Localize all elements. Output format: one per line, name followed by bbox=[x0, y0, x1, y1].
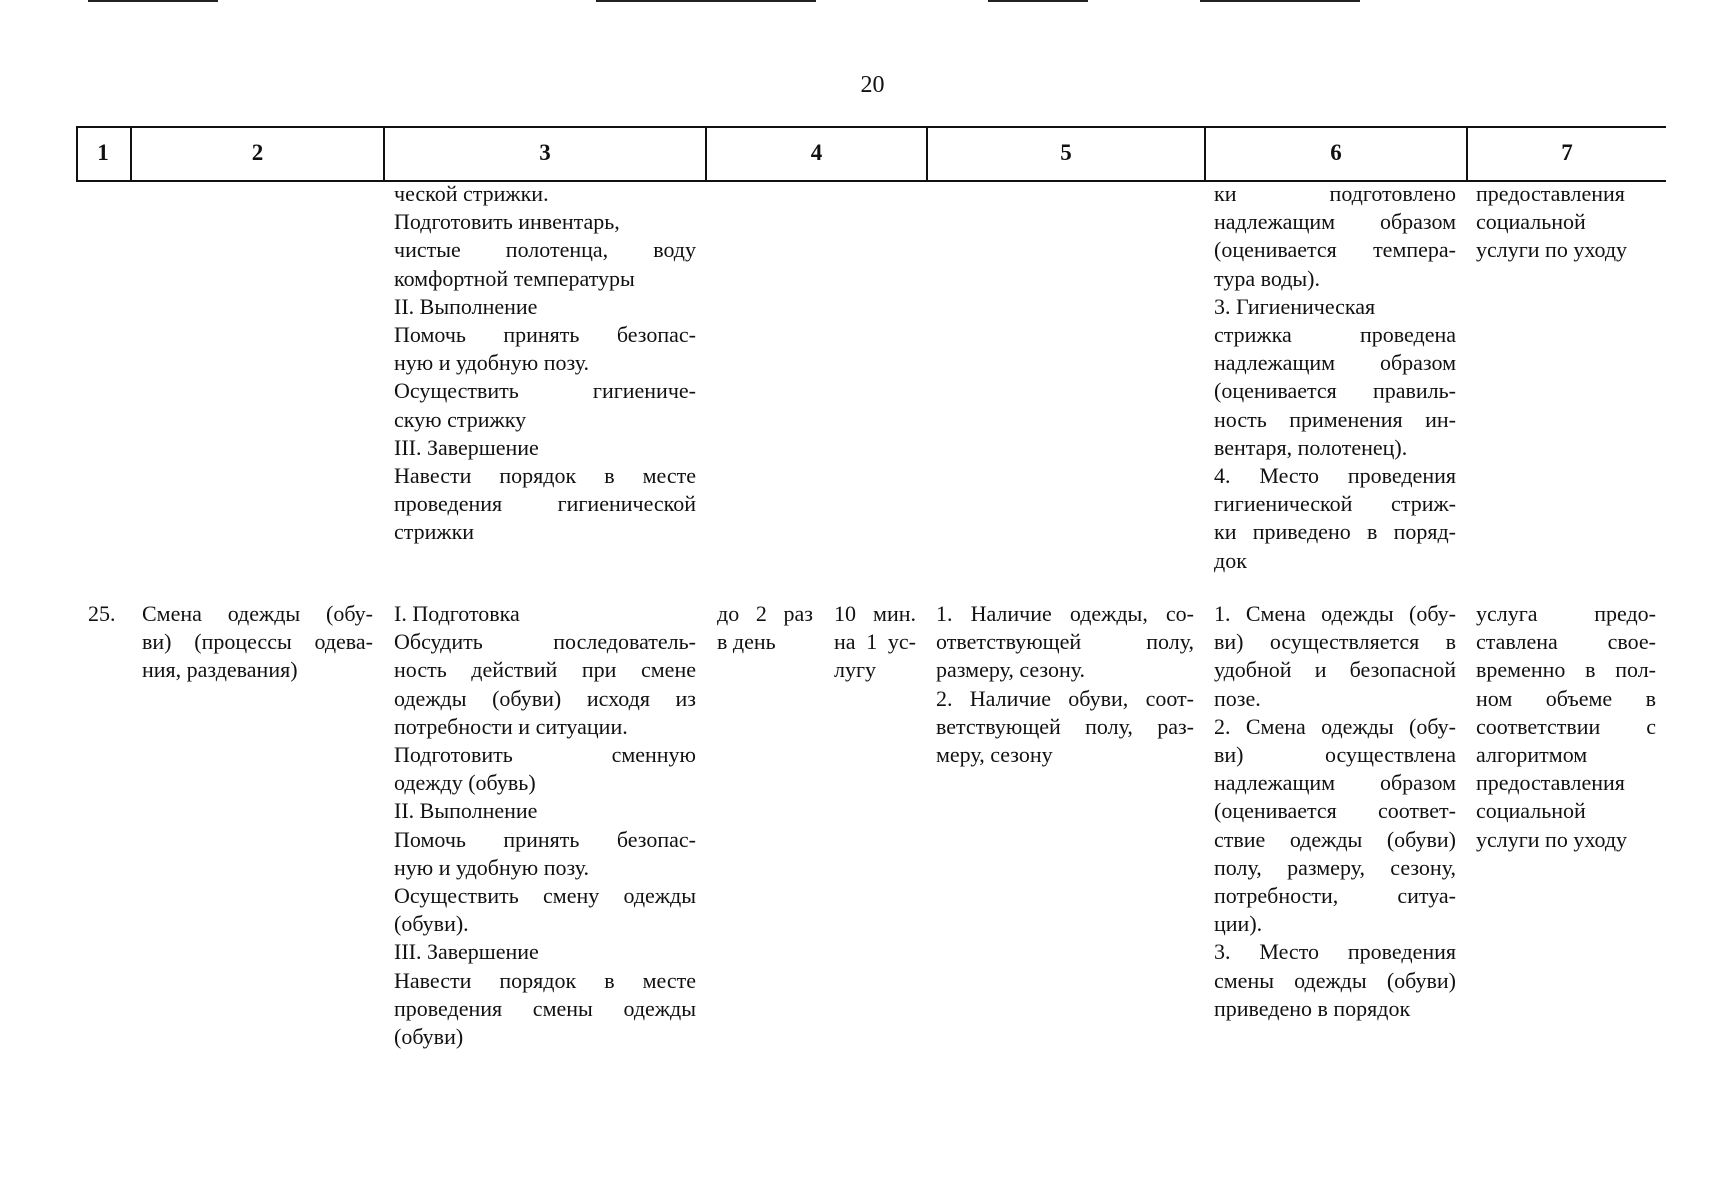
text-line: проведения смены одежды bbox=[394, 995, 696, 1021]
text-line: ставлена свое- bbox=[1476, 629, 1656, 655]
text-line: скую стрижку bbox=[394, 406, 527, 432]
text-line: Подготовить сменную bbox=[394, 742, 696, 768]
text-line: II. Выполнение bbox=[394, 798, 538, 824]
text-line: ческой стрижки. bbox=[394, 181, 549, 206]
text-line: меру, сезону bbox=[936, 742, 1053, 768]
text-line: ветствующей полу, раз- bbox=[936, 713, 1194, 739]
text-line: гигиенической стриж- bbox=[1214, 491, 1456, 517]
text-line: 3. Гигиеническая bbox=[1214, 293, 1376, 319]
text-line: Обсудить последователь- bbox=[394, 629, 696, 655]
text-line: Смена одежды (обу- bbox=[142, 601, 373, 626]
text-line: алгоритмом bbox=[1476, 742, 1588, 768]
text-line: (обуви). bbox=[394, 911, 469, 937]
text-line: 4. Место проведения bbox=[1214, 463, 1456, 489]
quality-criteria-cell bbox=[1214, 600, 1456, 1023]
conditions-cell bbox=[936, 600, 1194, 769]
text-line: (обуви) bbox=[394, 1024, 464, 1050]
text-line: Навести порядок в месте bbox=[394, 967, 696, 993]
text-line: стрижки bbox=[394, 519, 475, 545]
text-line: ния, раздевания) bbox=[142, 657, 298, 683]
text-line: II. Выполнение bbox=[394, 293, 538, 319]
text-line: Навести порядок в месте bbox=[394, 463, 696, 489]
text-line: ствие одежды (обуви) bbox=[1214, 826, 1456, 852]
text-line: потребности, ситуа- bbox=[1214, 883, 1456, 909]
text-line: ную и удобную позу. bbox=[394, 350, 589, 376]
text-line: до 2 раз bbox=[717, 601, 813, 626]
text-line: I. Подготовка bbox=[394, 601, 520, 626]
row-number: 25. bbox=[88, 601, 116, 626]
service-name-cell bbox=[142, 600, 373, 685]
text-line: ответствующей полу, bbox=[936, 629, 1194, 655]
text-line: (оценивается соответ- bbox=[1214, 798, 1456, 824]
scan-edge-line bbox=[1200, 0, 1360, 2]
scan-edge-line bbox=[988, 0, 1088, 2]
text-line: ном объеме в bbox=[1476, 685, 1656, 711]
text-line: 2. Наличие обуви, соот- bbox=[936, 685, 1194, 711]
text-line: лугу bbox=[834, 657, 877, 683]
text-line: 2. Смена одежды (обу- bbox=[1214, 713, 1456, 739]
text-line: услуга предо- bbox=[1476, 601, 1656, 626]
text-line: в день bbox=[717, 629, 776, 655]
text-line: Осуществить смену одежды bbox=[394, 883, 696, 909]
text-line: вентаря, полотенец). bbox=[1214, 434, 1408, 460]
column-header-7: 7 bbox=[1561, 140, 1573, 165]
continued-procedure-cell bbox=[394, 180, 696, 547]
column-header-1: 1 bbox=[97, 140, 109, 165]
scan-edge-line bbox=[88, 0, 218, 2]
text-line: ви) осуществляется в bbox=[1214, 629, 1456, 655]
text-line: 1. Смена одежды (обу- bbox=[1214, 601, 1456, 626]
text-line: полу, размеру, сезону, bbox=[1214, 854, 1456, 880]
text-line: размеру, сезону. bbox=[936, 657, 1086, 683]
text-line: док bbox=[1214, 547, 1247, 573]
continued-quality-cell bbox=[1214, 180, 1456, 575]
text-line: ность действий при смене bbox=[394, 657, 696, 683]
column-header-4: 4 bbox=[810, 140, 823, 165]
text-line: позе. bbox=[1214, 685, 1261, 711]
text-line: предоставления bbox=[1476, 770, 1625, 796]
text-line: 10 мин. bbox=[834, 601, 916, 626]
column-header-2: 2 bbox=[251, 140, 264, 165]
text-line: соответствии с bbox=[1476, 713, 1656, 739]
column-header-6: 6 bbox=[1330, 140, 1342, 165]
text-line: Помочь принять безопас- bbox=[394, 322, 696, 348]
text-line: (оценивается правиль- bbox=[1214, 378, 1456, 404]
text-line: предоставления bbox=[1476, 181, 1625, 206]
text-line: 1. Наличие одежды, со- bbox=[936, 601, 1194, 626]
text-line: ную и удобную позу. bbox=[394, 854, 589, 880]
text-line: удобной и безопасной bbox=[1214, 657, 1456, 683]
text-line: стрижка проведена bbox=[1214, 322, 1456, 348]
text-line: потребности и ситуации. bbox=[394, 713, 628, 739]
text-line: ции). bbox=[1214, 911, 1263, 937]
text-line: ки приведено в поряд- bbox=[1214, 519, 1456, 545]
text-line: ность применения ин- bbox=[1214, 406, 1456, 432]
scan-edge-line bbox=[596, 0, 816, 2]
text-line: проведения гигиенической bbox=[394, 491, 696, 517]
text-line: надлежащим образом bbox=[1214, 770, 1456, 796]
text-line: ви) (процессы одева- bbox=[142, 629, 373, 655]
text-line: Подготовить инвентарь, bbox=[394, 209, 620, 235]
text-line: комфортной температуры bbox=[394, 265, 635, 291]
text-line: III. Завершение bbox=[394, 939, 539, 965]
text-line: (оценивается темпера- bbox=[1214, 237, 1456, 263]
page-number: 20 bbox=[860, 72, 885, 98]
text-line: III. Завершение bbox=[394, 434, 539, 460]
continued-evaluation-cell bbox=[1476, 180, 1656, 265]
procedure-cell bbox=[394, 600, 696, 1051]
text-line: Помочь принять безопас- bbox=[394, 826, 696, 852]
text-line: надлежащим образом bbox=[1214, 350, 1456, 376]
text-line: Осуществить гигиениче- bbox=[394, 378, 696, 404]
evaluation-cell bbox=[1476, 600, 1656, 854]
column-header-5: 5 bbox=[1060, 140, 1072, 165]
text-line: надлежащим образом bbox=[1214, 209, 1456, 235]
text-line: на 1 ус- bbox=[834, 629, 916, 655]
text-line: услуги по уходу bbox=[1476, 237, 1628, 263]
duration-cell bbox=[834, 600, 916, 685]
text-line: ки подготовлено bbox=[1214, 181, 1456, 206]
text-line: тура воды). bbox=[1214, 265, 1320, 291]
text-line: одежду (обувь) bbox=[394, 770, 536, 796]
text-line: 3. Место проведения bbox=[1214, 939, 1456, 965]
frequency-cell bbox=[717, 600, 813, 656]
text-line: социальной bbox=[1476, 209, 1586, 235]
text-line: одежды (обуви) исходя из bbox=[394, 685, 696, 711]
text-line: чистые полотенца, воду bbox=[394, 237, 696, 263]
text-line: смены одежды (обуви) bbox=[1214, 967, 1456, 993]
column-header-3: 3 bbox=[539, 140, 551, 165]
text-line: временно в пол- bbox=[1476, 657, 1656, 683]
text-line: приведено в порядок bbox=[1214, 995, 1411, 1021]
text-line: ви) осуществлена bbox=[1214, 742, 1456, 768]
text-line: социальной bbox=[1476, 798, 1586, 824]
text-line: услуги по уходу bbox=[1476, 826, 1628, 852]
